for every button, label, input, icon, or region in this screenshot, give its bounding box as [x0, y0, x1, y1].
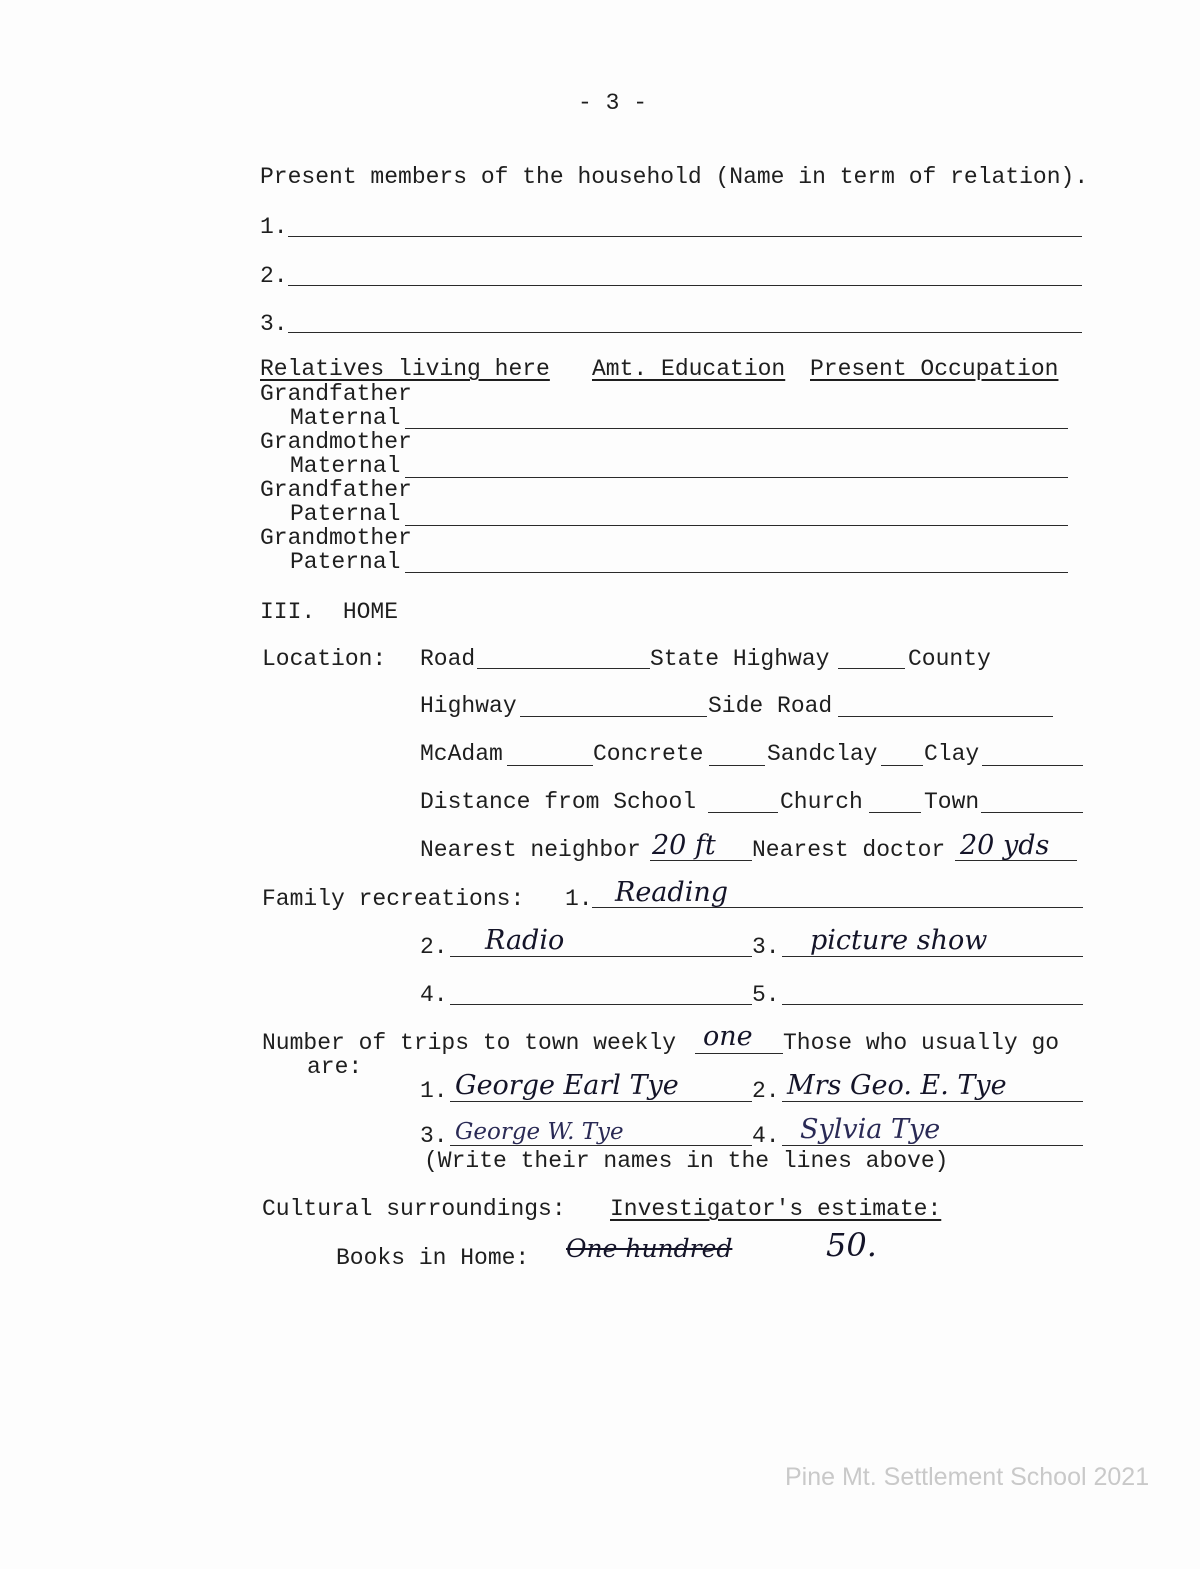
church-line[interactable]: [869, 812, 921, 813]
recreation-line: [450, 956, 752, 957]
are-label: are:: [307, 1054, 363, 1080]
mcadam-label: McAdam: [420, 741, 503, 767]
relative-label: Grandmother: [260, 525, 412, 551]
distance-school-line[interactable]: [708, 812, 778, 813]
county-label: County: [908, 646, 991, 672]
investigator-estimate-label: Investigator's estimate:: [610, 1196, 942, 1222]
church-label: Church: [780, 789, 863, 815]
recreation-number: 5.: [752, 982, 780, 1008]
distance-school-label: Distance from School: [420, 789, 697, 815]
person-name[interactable]: George W. Tye: [455, 1119, 624, 1145]
occupation-column-header: Present Occupation: [810, 356, 1059, 382]
person-line: [450, 1101, 752, 1102]
relative-label: Grandfather: [260, 477, 412, 503]
person-number: 1.: [420, 1078, 448, 1104]
recreation-value[interactable]: picture show: [810, 925, 988, 956]
books-value[interactable]: 50.: [826, 1226, 877, 1264]
relative-side: Maternal: [290, 405, 401, 431]
recreation-value[interactable]: Reading: [615, 877, 728, 908]
watermark: Pine Mt. Settlement School 2021: [785, 1463, 1150, 1491]
household-row-number: 1.: [260, 214, 288, 240]
recreation-line: [592, 907, 1083, 908]
highway-label: Highway: [420, 693, 517, 719]
household-row-number: 2.: [260, 263, 288, 289]
nearest-doctor-line: [955, 860, 1077, 861]
nearest-neighbor-line: [650, 860, 752, 861]
person-number: 4.: [752, 1123, 780, 1149]
clay-label: Clay: [924, 741, 980, 767]
relatives-column-header: Relatives living here: [260, 356, 550, 382]
cultural-label: Cultural surroundings:: [262, 1196, 566, 1222]
household-row-number: 3.: [260, 311, 288, 337]
state-highway-line[interactable]: [838, 668, 905, 669]
location-label: Location:: [262, 646, 387, 672]
person-line: [450, 1145, 752, 1146]
relative-side: Paternal: [290, 501, 401, 527]
highway-line[interactable]: [520, 716, 707, 717]
household-line-1[interactable]: [288, 236, 1082, 237]
town-label: Town: [924, 789, 980, 815]
concrete-line[interactable]: [709, 765, 765, 766]
sandclay-label: Sandclay: [767, 741, 878, 767]
relative-label: Grandmother: [260, 429, 412, 455]
person-line: [782, 1145, 1083, 1146]
nearest-doctor-label: Nearest doctor: [752, 837, 946, 863]
person-name[interactable]: Mrs Geo. E. Tye: [787, 1070, 1007, 1101]
trips-value[interactable]: one: [703, 1021, 753, 1052]
relative-side: Paternal: [290, 549, 401, 575]
household-heading: Present members of the household (Name in term of relation).: [260, 164, 1089, 190]
books-struck-value: One hundred: [566, 1234, 733, 1263]
recreation-line: [782, 956, 1083, 957]
concrete-label: Concrete: [593, 741, 704, 767]
page-number: - 3 -: [578, 90, 648, 116]
recreation-number: 4.: [420, 982, 448, 1008]
person-name[interactable]: Sylvia Tye: [800, 1114, 941, 1145]
person-line: [782, 1101, 1083, 1102]
person-number: 2.: [752, 1078, 780, 1104]
clay-line[interactable]: [982, 765, 1083, 766]
recreation-number: 3.: [752, 934, 780, 960]
trips-label: Number of trips to town weekly: [262, 1030, 677, 1056]
person-number: 3.: [420, 1123, 448, 1149]
state-highway-label: State Highway: [650, 646, 830, 672]
town-line[interactable]: [981, 812, 1083, 813]
relative-line[interactable]: [405, 428, 1068, 429]
recreations-label: Family recreations:: [262, 886, 525, 912]
relative-line[interactable]: [405, 572, 1068, 573]
section-title-home: III. HOME: [260, 599, 399, 625]
books-label: Books in Home:: [336, 1245, 530, 1271]
side-road-label: Side Road: [708, 693, 833, 719]
household-line-3[interactable]: [288, 332, 1082, 333]
sandclay-line[interactable]: [881, 765, 923, 766]
household-line-2[interactable]: [288, 285, 1082, 286]
relative-side: Maternal: [290, 453, 401, 479]
nearest-neighbor-value[interactable]: 20 ft: [652, 830, 716, 861]
recreation-line[interactable]: [782, 1004, 1083, 1005]
relative-line[interactable]: [405, 525, 1068, 526]
side-road-line[interactable]: [838, 716, 1053, 717]
those-who-go-label: Those who usually go: [783, 1030, 1060, 1056]
recreation-number: 2.: [420, 934, 448, 960]
road-line[interactable]: [477, 668, 650, 669]
relative-line[interactable]: [405, 477, 1068, 478]
person-name[interactable]: George Earl Tye: [455, 1070, 679, 1101]
nearest-neighbor-label: Nearest neighbor: [420, 837, 641, 863]
relative-label: Grandfather: [260, 381, 412, 407]
trips-instruction: (Write their names in the lines above): [424, 1148, 949, 1174]
recreation-number: 1.: [565, 886, 593, 912]
education-column-header: Amt. Education: [592, 356, 786, 382]
nearest-doctor-value[interactable]: 20 yds: [960, 830, 1050, 861]
trips-line: [695, 1053, 783, 1054]
mcadam-line[interactable]: [507, 765, 593, 766]
road-label: Road: [420, 646, 476, 672]
recreation-line[interactable]: [450, 1004, 752, 1005]
recreation-value[interactable]: Radio: [485, 925, 565, 956]
